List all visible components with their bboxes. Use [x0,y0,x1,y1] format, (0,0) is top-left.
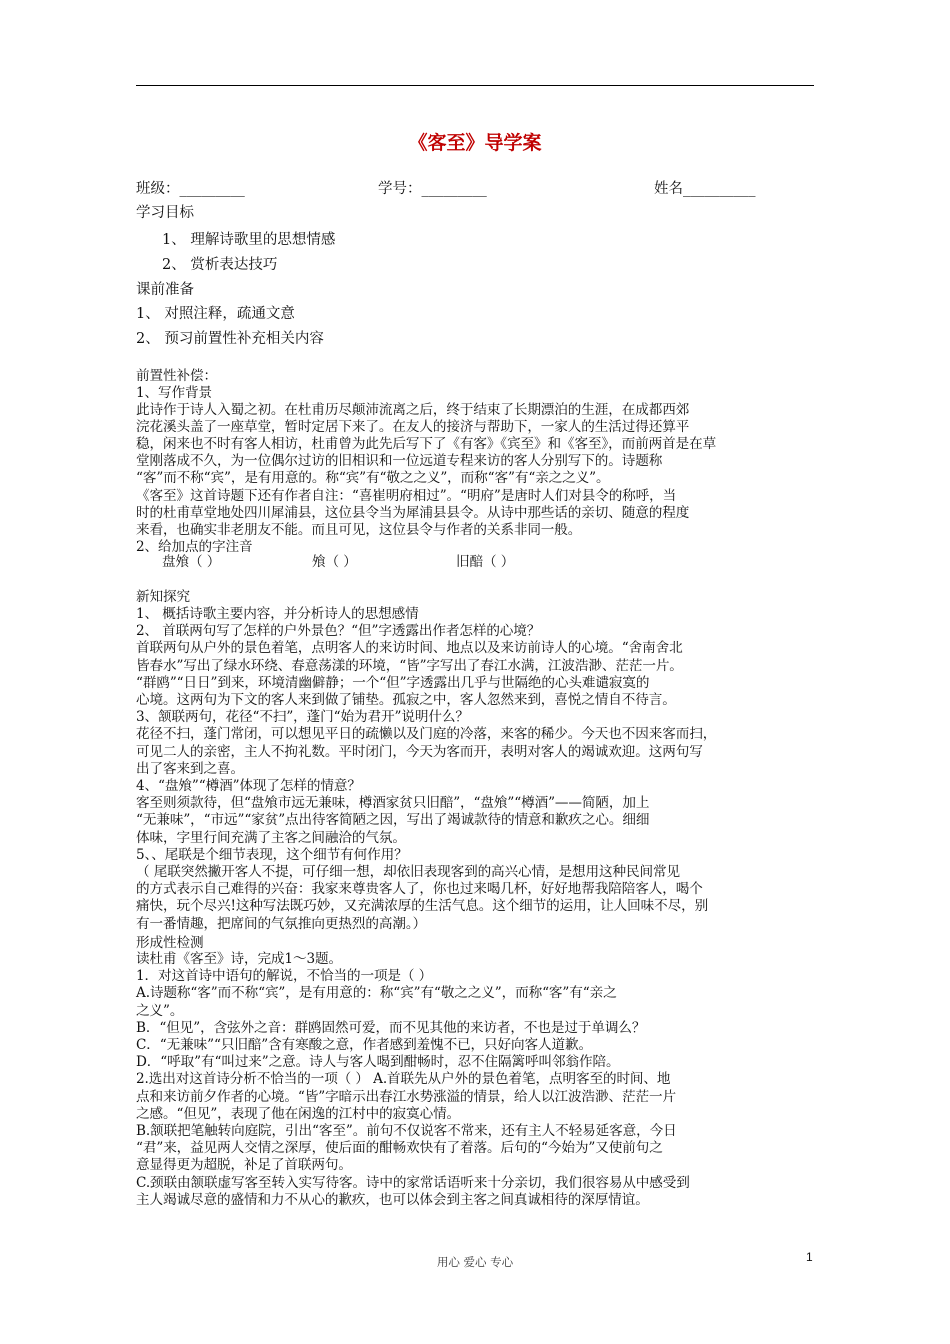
name-field: 姓名__________ [654,181,756,197]
prep-item: 2、 预习前置性补充相关内容 [136,331,324,347]
objectives-heading: 学习目标 [136,205,194,221]
text-line: 堂刚落成不久，为一位偶尔过访的旧相识和一位远道专程来访的客人分别写下的。诗题称 [136,453,663,470]
text-line: 体味，字里行间充满了主客之间融洽的气氛。 [136,829,406,846]
text-line: C．“无兼味”“只旧醅”含有寒酸之意，作者感到羞愧不已，只好向客人道歉。 [136,1037,593,1053]
text-line: 可见二人的亲密，主人不拘礼数。平时闭门，今天为客而开，表明对客人的竭诚欢迎。这两句写 [136,743,703,760]
text-line: 此诗作于诗人入蜀之初。在杜甫历尽颠沛流离之后，终于结束了长期漂泊的生涯，在成都西郊 [136,402,690,418]
test-heading: 形成性检测 [136,935,204,951]
text-line: A.诗题称“客”而不称“宾”，是有用意的：称“宾”有“敬之之义”，而称“客”有“亲之 [136,985,617,1002]
text-line: “群鸥”“日日”到来，环境清幽僻静；一个“但”字透露出几乎与世隔绝的心头难谴寂寞的 [136,674,650,691]
supplement-subheading: 1、写作背景 [136,385,213,401]
text-line: 之感。“但见”，表现了他在闲逸的江村中的寂寞心情。 [136,1105,461,1122]
page-title: 《客至》导学案 [408,132,542,154]
explore-heading: 新知探究 [136,589,190,605]
text-line: 1．对这首诗中语句的解说，不恰当的一项是（ ） [136,968,433,985]
text-line: 心境。这两句为下文的客人来到做了铺垫。孤寂之中，客人忽然来到，喜悦之情自不待言。 [136,692,676,708]
text-line: 点和来访前夕作者的心境。“皆”字暗示出春江水势涨溢的情景，给人以江波浩渺、茫茫一片 [136,1088,676,1105]
text-line: 稳，闲来也不时有客人相访，杜甫曾为此先后写下了《有客》《宾至》和《客至》，而前两首是在草 [136,436,717,453]
text-line: 花径不扫，蓬门常闭，可以想见平日的疏懒以及门庭的冷落，来客的稀少。今天也不因来客而扫， [136,726,717,743]
text-line: 2.选出对这首诗分析不恰当的一项（ ） A.首联先从户外的景色着笔，点明客至的时间、地 [136,1071,671,1088]
text-line: 2、 首联两句写了怎样的户外景色？“但”字透露出作者怎样的心境？ [136,623,541,640]
text-line: B.颔联把笔触转向庭院，引出“客至”。前句不仅说客不常来，还有主人不轻易延客意，今日 [136,1123,677,1139]
text-line: 1、 概括诗歌主要内容，并分析诗人的思想感情 [136,606,419,622]
text-line: D．“呼取”有“叫过来”之意。诗人与客人喝到酣畅时，忍不住隔篱呼叫邻翁作陪。 [136,1054,620,1071]
text-line: 来看，也确实非老朋友不能。而且可见，这位县令与作者的关系非同一般。 [136,521,582,538]
student-id-field: 学号：_________ [378,181,487,197]
text-line: 之义”。 [136,1002,184,1019]
text-line: 意显得更为超脱，补足了首联两句。 [136,1157,352,1174]
text-line: 的方式表示自己难得的兴奋：我家来尊贵客人了，你也过来喝几杯，好好地帮我陪陪客人，喝个 [136,881,703,898]
text-line: 客至则须款待，但“盘飧市远无兼味，樽酒家贫只旧醅”，“盘飧”“樽酒”——简陋，加上 [136,795,650,812]
page-footer: 用心 爱心 专心 [436,1255,514,1269]
objective-item: 2、 赏析表达技巧 [162,257,278,273]
page-number: 1 [806,1250,813,1264]
objective-item: 1、 理解诗歌里的思想情感 [162,232,336,248]
text-line: 皆春水”写出了绿水环绕、春意荡漾的环境，“皆”字写出了春江水满，江波浩渺、茫茫一片。 [136,657,683,674]
text-line: B．“但见”，含弦外之音：群鸥固然可爱，而不见其他的来访者，不也是过于单调么？ [136,1019,646,1036]
text-line: 《客至》这首诗题下还有作者自注：“喜崔明府相过”。“明府”是唐时人们对县令的称呼，当 [136,487,677,504]
text-line: 出了客来到之喜。 [136,760,244,777]
text-line: C.颈联由颔联虚写客至转入实写待客。诗中的家常话语听来十分亲切，我们很容易从中感受到 [136,1174,690,1191]
text-line: 痛快，玩个尽兴!这种写法既巧妙，又充满浓厚的生活气息。这个细节的运用，让人回味不尽，别 [136,898,709,915]
header-rule [136,85,814,86]
supplement-heading: 前置性补偿： [136,368,217,384]
pinyin-blank: 飧（ ） [312,554,357,570]
text-line: “君”来，益见两人交情之深厚，使后面的酣畅欢快有了着落。后句的“今始为”又使前句之 [136,1140,663,1157]
text-line: 5、、尾联是个细节表现，这个细节有何作用？ [136,846,408,863]
text-line: 浣花溪头盖了一座草堂，暂时定居下来了。在友人的接济与帮助下，一家人的生活过得还算平 [136,419,690,436]
text-line: “无兼味”，“市远”“家贫”点出待客简陋之因，写出了竭诚款待的情意和歉疚之心。细细 [136,812,650,829]
pinyin-blank: 盘飧（ ） [162,554,221,570]
text-line: 4、“盘飧”“樽酒”体现了怎样的情意？ [136,778,361,794]
text-line: 读杜甫《客至》诗，完成1～3题。 [136,951,343,967]
pinyin-blank: 旧醅（ ） [456,554,515,570]
text-line: 主人竭诚尽意的盛情和力不从心的歉疚，也可以体会到主客之间真诚相待的深厚情谊。 [136,1191,649,1208]
text-line: “客”而不称“宾”，是有用意的。称“宾”有“敬之之义”，而称“客”有“亲之之义”。 [136,470,610,487]
text-line: 有一番情趣，把席间的气氛推向更热烈的高潮。） [136,915,427,932]
text-line: 首联两句从户外的景色着笔，点明客人的来访时间、地点以及来访前诗人的心境。“舍南舍北 [136,640,683,657]
text-line: 3、颔联两句，花径“不扫”，蓬门“始为君开”说明什么？ [136,709,469,726]
text-line: （ 尾联突然撇开客人不提，可仔细一想，却依旧表现客到的高兴心情，是想用这种民间常见 [136,864,680,880]
class-field: 班级：_________ [136,181,245,197]
prep-heading: 课前准备 [136,282,194,298]
text-line: 时的杜甫草堂地处四川犀浦县，这位县令当为犀浦县县令。从诗中那些话的亲切、随意的程度 [136,504,690,521]
supplement-subheading: 2、给加点的字注音 [136,539,253,555]
prep-item: 1、 对照注释，疏通文意 [136,306,295,322]
